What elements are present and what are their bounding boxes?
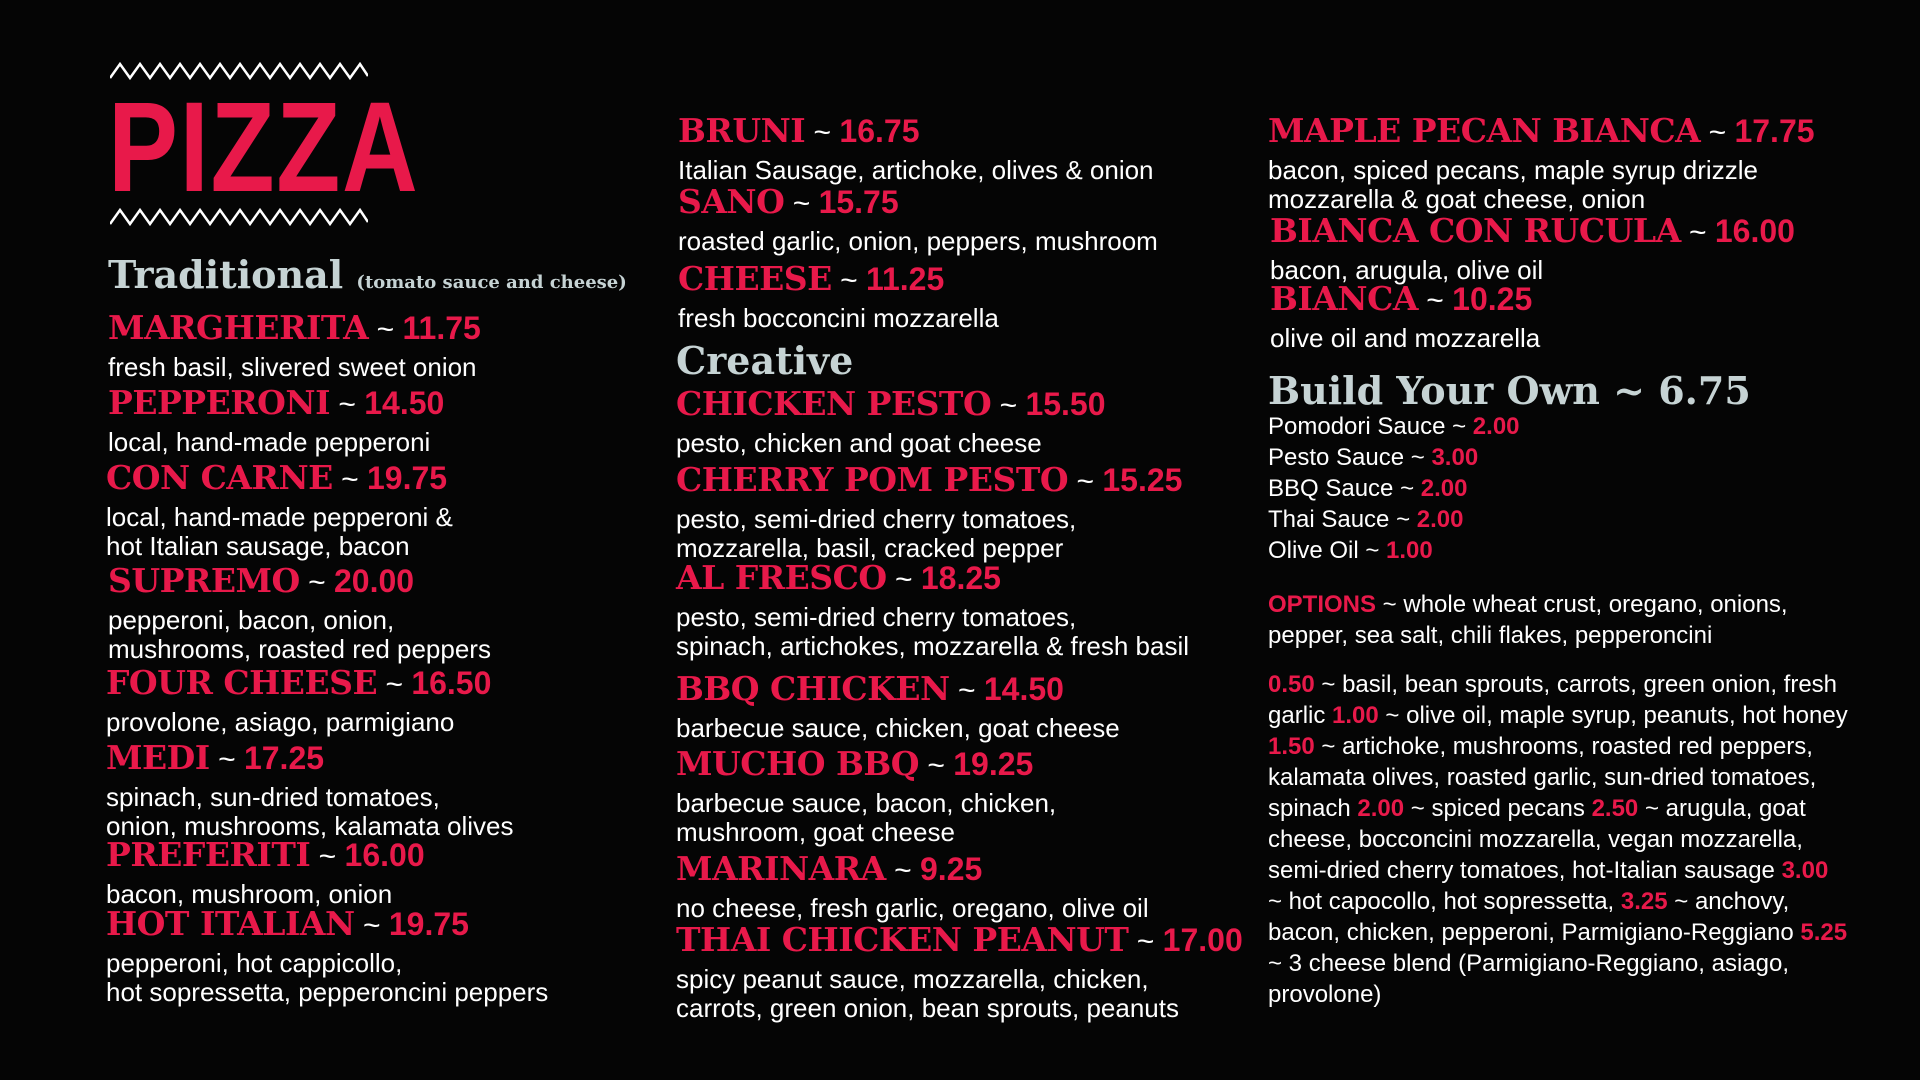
menu-item-name: THAI CHICKEN PEANUT: [676, 920, 1129, 959]
sauce-price: 2.00: [1420, 475, 1468, 502]
menu-item-separator: ~: [368, 313, 403, 346]
menu-item-separator: ~: [377, 668, 412, 701]
menu-item: [676, 671, 1120, 743]
topping-list: ~ arugula, goat cheese, bocconcini mozzarella, vegan mozzarella, semi-dried cherry tomatoes, hot-Italian sausage: [1268, 795, 1806, 884]
toppings-block: [1268, 669, 1848, 1010]
menu-item: [678, 113, 1154, 185]
menu-item-description: Italian Sausage, artichoke, olives & onion: [678, 155, 1154, 185]
menu-item-price: 17.25: [243, 740, 325, 776]
menu-item-description: bacon, arugula, olive oil: [1270, 255, 1544, 285]
menu-item-description: no cheese, fresh garlic, oregano, olive oil: [676, 893, 1149, 923]
menu-item-name: FOUR CHEESE: [106, 663, 378, 702]
menu-item-separator: ~: [354, 909, 389, 942]
menu-item-description: spicy peanut sauce, mozzarella, chicken, carrots, green onion, bean sprouts, peanuts: [676, 964, 1179, 1023]
menu-item-separator: ~: [1068, 465, 1103, 498]
menu-item-price: 14.50: [364, 385, 445, 421]
topping-list: ~ artichoke, mushrooms, roasted red peppers, kalamata olives, roasted garlic, sun-dried tomatoes, spinach: [1268, 733, 1817, 822]
menu-item-name: AL FRESCO: [676, 558, 887, 597]
menu-item-price: 11.75: [402, 310, 481, 346]
menu-item-price: 19.75: [366, 460, 448, 496]
menu-item-price: 20.00: [333, 563, 415, 599]
sauce-line: [1268, 475, 1467, 503]
menu-item-separator: ~: [332, 463, 367, 496]
options-block: [1268, 589, 1868, 651]
sauce-label: BBQ Sauce ~: [1268, 475, 1421, 502]
menu-item-price: 17.75: [1734, 113, 1815, 149]
topping-price: 3.25: [1620, 888, 1668, 915]
menu-item-price: 16.00: [344, 837, 425, 873]
topping-price: 1.50: [1268, 733, 1315, 760]
menu-item-description: bacon, spiced pecans, maple syrup drizzle mozzarella & goat cheese, onion: [1268, 155, 1758, 214]
menu-item-separator: ~: [805, 116, 840, 149]
menu-item-name: MARGHERITA: [108, 308, 369, 347]
menu-item-price: 16.50: [411, 665, 492, 701]
menu-item: [676, 386, 1106, 458]
menu-item-name: MARINARA: [676, 849, 886, 888]
menu-item-name: CON CARNE: [106, 458, 333, 497]
menu-item-description: pepperoni, bacon, onion, mushrooms, roasted red peppers: [108, 605, 491, 664]
menu-item-separator: ~: [1680, 216, 1715, 249]
menu-item: [678, 261, 999, 333]
menu-item-description: local, hand-made pepperoni: [108, 427, 431, 457]
menu-item-name: CHERRY POM PESTO: [676, 460, 1069, 499]
sauce-line: [1268, 444, 1478, 472]
sauce-price: 3.00: [1431, 444, 1479, 471]
menu-item-name: MEDI: [106, 738, 210, 777]
traditional-subtitle: (tomato sauce and cheese): [356, 272, 627, 293]
menu-item-name: BIANCA: [1270, 279, 1418, 318]
menu-item-name: MUCHO BBQ: [676, 744, 920, 783]
menu-item-description: fresh basil, slivered sweet onion: [108, 352, 477, 382]
menu-item-price: 11.25: [865, 261, 945, 297]
menu-item: [1270, 213, 1795, 285]
menu-item-price: 15.50: [1025, 386, 1106, 422]
menu-item: [106, 460, 453, 561]
sauce-label: Olive Oil ~: [1268, 537, 1387, 564]
logo-title: PIZZA: [108, 76, 420, 219]
menu-item-separator: ~: [330, 388, 365, 421]
topping-price: 3.00: [1781, 857, 1829, 884]
menu-item-name: SUPREMO: [108, 561, 300, 600]
menu-item-price: 16.00: [1714, 213, 1795, 249]
section-title-traditional: [108, 252, 627, 297]
menu-item-separator: ~: [310, 840, 345, 873]
menu-item: [108, 563, 491, 664]
menu-item-description: pesto, semi-dried cherry tomatoes, mozzarella, basil, cracked pepper: [676, 504, 1077, 563]
creative-title: Creative: [676, 338, 854, 383]
menu-item-separator: ~: [885, 854, 920, 887]
menu-item: [108, 385, 444, 457]
zigzag-decoration-bottom: [110, 208, 368, 226]
menu-item-separator: ~: [886, 563, 921, 596]
sauce-price: 2.00: [1416, 506, 1464, 533]
topping-price: 2.50: [1591, 795, 1639, 822]
sauce-label: Pesto Sauce ~: [1268, 444, 1432, 471]
topping-list: ~ olive oil, maple syrup, peanuts, hot honey: [1378, 702, 1848, 729]
menu-item-description: barbecue sauce, bacon, chicken, mushroom, goat cheese: [676, 788, 1057, 847]
topping-list: ~ spiced pecans: [1404, 795, 1592, 822]
menu-item-price: 19.25: [953, 746, 1034, 782]
section-title-creative: [676, 338, 853, 383]
menu-item-price: 9.25: [920, 851, 983, 887]
menu-item-description: pepperoni, hot cappicollo, hot sopressetta, pepperoncini peppers: [106, 948, 549, 1007]
options-text: ~ whole wheat crust, oregano, onions, pepper, sea salt, chili flakes, pepperoncini: [1268, 591, 1788, 649]
menu-item-separator: ~: [949, 674, 984, 707]
menu-item: [1268, 113, 1815, 214]
menu-item-name: BBQ CHICKEN: [676, 669, 950, 708]
sauce-price: 2.00: [1472, 413, 1520, 440]
menu-item-name: HOT ITALIAN: [106, 904, 355, 943]
menu-item-separator: ~: [1128, 925, 1163, 958]
menu-item-price: 14.50: [983, 671, 1064, 707]
build-title: Build Your Own ~ 6.75: [1268, 368, 1751, 413]
sauce-line: [1268, 413, 1520, 441]
menu-item-name: BIANCA CON RUCULA: [1270, 211, 1681, 250]
topping-list: ~ basil, bean sprouts, carrots, green onion, fresh garlic: [1268, 671, 1838, 729]
menu-item-name: CHICKEN PESTO: [676, 384, 992, 423]
menu-item-description: pesto, semi-dried cherry tomatoes, spinach, artichokes, mozzarella & fresh basil: [676, 602, 1190, 661]
menu-item-price: 15.25: [1102, 462, 1183, 498]
menu-item-name: SANO: [678, 182, 785, 221]
menu-item-price: 10.25: [1452, 281, 1533, 317]
menu-item: [676, 851, 1149, 923]
options-label: OPTIONS: [1268, 591, 1377, 618]
sauce-line: [1268, 506, 1463, 534]
menu-item-price: 17.00: [1162, 922, 1243, 958]
sauce-price: 1.00: [1386, 537, 1433, 564]
menu-item-description: spinach, sun-dried tomatoes, onion, mushrooms, kalamata olives: [106, 782, 514, 841]
menu-item-separator: ~: [209, 743, 244, 776]
topping-price: 1.00: [1332, 702, 1379, 729]
sauce-line: [1268, 537, 1433, 565]
topping-price: 2.00: [1357, 795, 1405, 822]
menu-item: [676, 560, 1189, 661]
menu-item-price: 19.75: [388, 906, 469, 942]
menu-item: [676, 922, 1243, 1023]
menu-item-name: PEPPERONI: [108, 383, 331, 422]
menu-item: [678, 184, 1158, 256]
menu-item-description: roasted garlic, onion, peppers, mushroom: [678, 226, 1158, 256]
menu-item-separator: ~: [831, 264, 866, 297]
menu-item-separator: ~: [919, 749, 954, 782]
menu-item-separator: ~: [991, 389, 1026, 422]
menu-item-name: CHEESE: [678, 259, 832, 298]
menu-item-separator: ~: [784, 187, 819, 220]
topping-price: 5.25: [1800, 919, 1848, 946]
menu-item-separator: ~: [1417, 284, 1453, 317]
menu-item-description: olive oil and mozzarella: [1270, 323, 1541, 353]
menu-item-price: 16.75: [839, 113, 920, 149]
menu-item: [1270, 281, 1540, 353]
topping-list: ~ anchovy, bacon, chicken, pepperoni, Parmigiano-Reggiano: [1268, 888, 1801, 946]
menu-item: [676, 746, 1056, 847]
sauce-label: Thai Sauce ~: [1268, 506, 1417, 533]
topping-list: ~ 3 cheese blend (Parmigiano-Reggiano, asiago, provolone): [1268, 950, 1790, 1008]
traditional-title: Traditional: [108, 252, 344, 297]
menu-item-separator: ~: [1700, 116, 1735, 149]
menu-item-separator: ~: [299, 566, 334, 599]
section-title-build-your-own: [1268, 368, 1751, 413]
topping-list: ~ hot capocollo, hot sopressetta,: [1268, 888, 1621, 915]
menu-item-description: barbecue sauce, chicken, goat cheese: [676, 713, 1120, 743]
menu-item-name: MAPLE PECAN BIANCA: [1268, 111, 1701, 150]
menu-item: [106, 906, 548, 1007]
topping-price: 0.50: [1268, 671, 1315, 698]
menu-item-name: PREFERITI: [106, 835, 311, 874]
menu-item: [108, 310, 481, 382]
menu-item: [106, 837, 425, 909]
menu-item-description: local, hand-made pepperoni & hot Italian sausage, bacon: [106, 502, 453, 561]
menu-item-description: provolone, asiago, parmigiano: [106, 707, 455, 737]
sauce-label: Pomodori Sauce ~: [1268, 413, 1473, 440]
menu-item-price: 18.25: [920, 560, 1001, 596]
menu-item: [676, 462, 1182, 563]
menu-item-description: bacon, mushroom, onion: [106, 879, 393, 909]
menu-item-price: 15.75: [818, 184, 899, 220]
menu-item-name: BRUNI: [678, 111, 806, 150]
menu-item-description: fresh bocconcini mozzarella: [678, 303, 999, 333]
menu-item-description: pesto, chicken and goat cheese: [676, 428, 1042, 458]
menu-item: [106, 665, 491, 737]
menu-item: [106, 740, 514, 841]
